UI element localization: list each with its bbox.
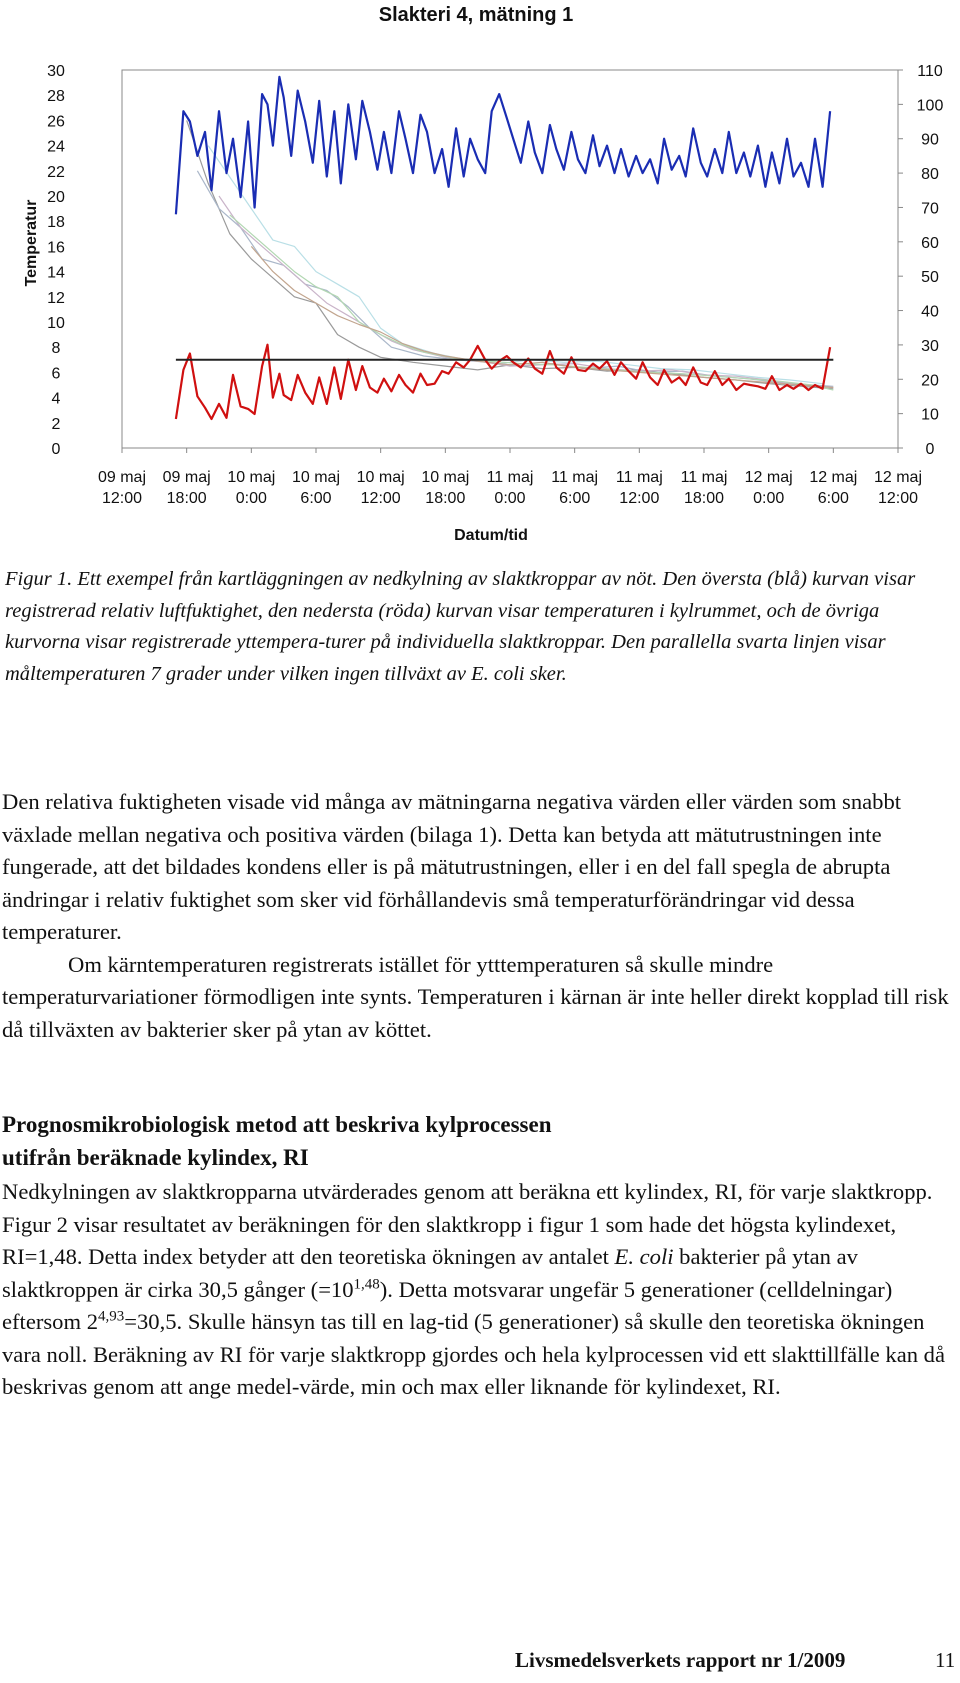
x-tick-time: 0:00 [753,490,785,507]
y-tick-label: 22 [47,163,65,181]
y2-tick-label: 30 [921,337,939,355]
report-footer: Livsmedelsverkets rapport nr 1/2009 [515,1648,846,1672]
y-tick-label: 2 [51,415,61,433]
x-tick-label [163,469,211,507]
y-tick-label: 8 [51,340,61,358]
y-tick-label: 0 [51,441,61,458]
y2-tick-label: 100 [916,97,944,115]
y2-tick-label: 20 [921,372,939,390]
x-tick-label [809,469,857,507]
ecoli-italic: E. coli [614,1244,674,1269]
caption-text: Ett exempel från kartläggningen av nedkylning av slaktkroppar av nöt. Den översta (blå) kurvan visar registrerad relativ luftfuktighet, den nedersta (röda) kurvan visar temperaturen i kylrummet, och de övriga kurvorna visar registrerade yttempera-turer på individuella slaktkroppar. Den parallella svarta linjen visar måltemperaturen 7 grader under vilken ingen tillväxt av E. coli sker. [5,568,916,685]
x-axis-label: Datum/tid [454,527,528,544]
paragraph-humidity: Den relativa fuktigheten visade vid många av mätningarna negativa värden eller värden som snabbt växlade mellan negativa och positiva värden (bilaga 1). Detta kan betyda att mätutrustningen inte fungerade, att det bildades kondens eller is på mätutrustningen, eller i en del fall spegla de abrupta ändringar i relativ fuktighet som sker vid förhållandevis små temperaturförändringar vid dessa temperaturer. [2,789,902,944]
y-tick-label: 20 [47,189,65,206]
y-tick-label: 4 [51,390,61,408]
x-tick-date: 11 maj [551,469,599,486]
x-tick-date: 09 maj [162,469,211,486]
x-tick-label [227,469,275,507]
y-tick-label: 24 [47,138,65,156]
x-tick-time: 12:00 [877,490,919,507]
x-tick-label [616,469,663,507]
x-tick-label [745,469,793,507]
y-tick-label: 28 [47,88,65,106]
x-tick-time: 18:00 [683,490,725,507]
chart [0,0,960,550]
x-tick-date: 09 maj [97,469,147,486]
x-tick-label [874,469,922,507]
x-tick-date: 12 maj [744,469,793,486]
x-tick-label [292,469,340,507]
page-number: 11 [935,1648,956,1672]
x-tick-date: 10 maj [421,469,470,486]
y-tick-label: 26 [47,113,65,131]
x-tick-time: 12:00 [619,490,660,507]
x-tick-date: 11 maj [486,469,534,486]
y2-tick-label: 70 [921,200,939,218]
x-tick-label [487,469,534,507]
y-tick-label: 12 [47,289,65,307]
x-tick-date: 10 maj [291,469,341,486]
section-paragraph: Nedkylningen av slaktkropparna utvärderades genom att beräkna ett kylindex, RI, för varje slaktkropp. Figur 2 visar resultatet av beräkningen för den slaktkropp i figur 1 som hade det högsta kylindexet, RI=1,48. Detta index betyder att den teoretiska ökningen av antalet E. coli bakterier på ytan av slaktkroppen är cirka 30,5 gånger $(=10^{1,48})$. Detta motsvarar ungefär 5 generationer (celldelningar) eftersom $2^{4,93}=30,5$. Skulle hänsyn tas till en lag-tid (5 generationer) så skulle den teoretiska ökningen vara noll. Beräkning av RI för varje slaktkropp gjordes och hela kylprocessen vid ett slakttillfälle kan då beskrivas genom att ange medel-värde, min och max eller liknande för kylindexet, RI. [2,1179,946,1399]
x-tick-date: 10 maj [356,469,405,486]
chart-title: Slakteri 4, mätning 1 [378,4,574,26]
x-tick-time: 6:00 [559,490,591,507]
section-body [2,1176,952,1404]
y-tick-label: 30 [47,63,65,80]
y-tick-label: 18 [47,214,65,232]
x-tick-time: 12:00 [101,490,143,507]
superscript-exp2: 4,93 [98,1308,125,1325]
section-heading-line1: Prognosmikrobiologisk metod att beskriva kylprocessen [2,1112,552,1137]
y2-tick-label: 40 [921,303,939,321]
x-tick-time: 6:00 [300,490,332,507]
y-axis-ticks [47,63,65,458]
x-tick-date: 11 maj [615,469,663,486]
x-tick-label [681,469,728,507]
paragraph-core-temperature: Om kärntemperaturen registrerats istället för ytttemperaturen så skulle mindre temperaturvariationer förmodligen inte synts. Temperaturen i kärnan är inte heller direkt kopplad till risk då tillväxten av bakterier sker på ytan av köttet. [2,951,949,1042]
x-tick-label [98,469,146,507]
x-tick-date: 10 maj [227,469,276,486]
x-tick-time: 12:00 [360,490,401,507]
y2-tick-label: 10 [921,406,939,424]
y2-tick-label: 80 [921,166,939,184]
y-tick-label: 6 [51,365,61,383]
y2-tick-label: 60 [921,234,939,252]
y2-tick-label: 110 [917,63,943,80]
x-tick-label [421,469,469,507]
figure-caption [5,564,950,690]
x-tick-time: 0:00 [235,490,267,507]
x-axis-ticks [98,448,922,507]
x-tick-time: 18:00 [425,490,466,507]
superscript-exp1: 1,48 [353,1275,380,1292]
x-tick-time: 6:00 [817,490,849,507]
x-tick-time: 18:00 [166,490,207,507]
x-tick-date: 11 maj [680,469,728,486]
x-tick-label [357,469,405,507]
y2-tick-label: 90 [921,131,939,149]
x-tick-label [551,469,598,507]
body-paragraphs [2,786,952,1046]
y-tick-label: 16 [47,239,65,257]
y2-axis-ticks [898,63,943,458]
y-axis-label: Temperatur [23,199,40,287]
x-tick-time: 0:00 [494,490,526,507]
section-heading [2,1108,952,1174]
y2-tick-label: 50 [921,269,939,287]
y-tick-label: 10 [47,315,65,332]
y-tick-label: 14 [47,264,65,282]
caption-label: Figur 1. [5,568,73,590]
x-tick-date: 12 maj [873,469,923,486]
x-tick-date: 12 maj [809,469,858,486]
y2-tick-label: 0 [925,441,935,458]
section-heading-line2: utifrån beräknade kylindex, RI [2,1145,309,1170]
